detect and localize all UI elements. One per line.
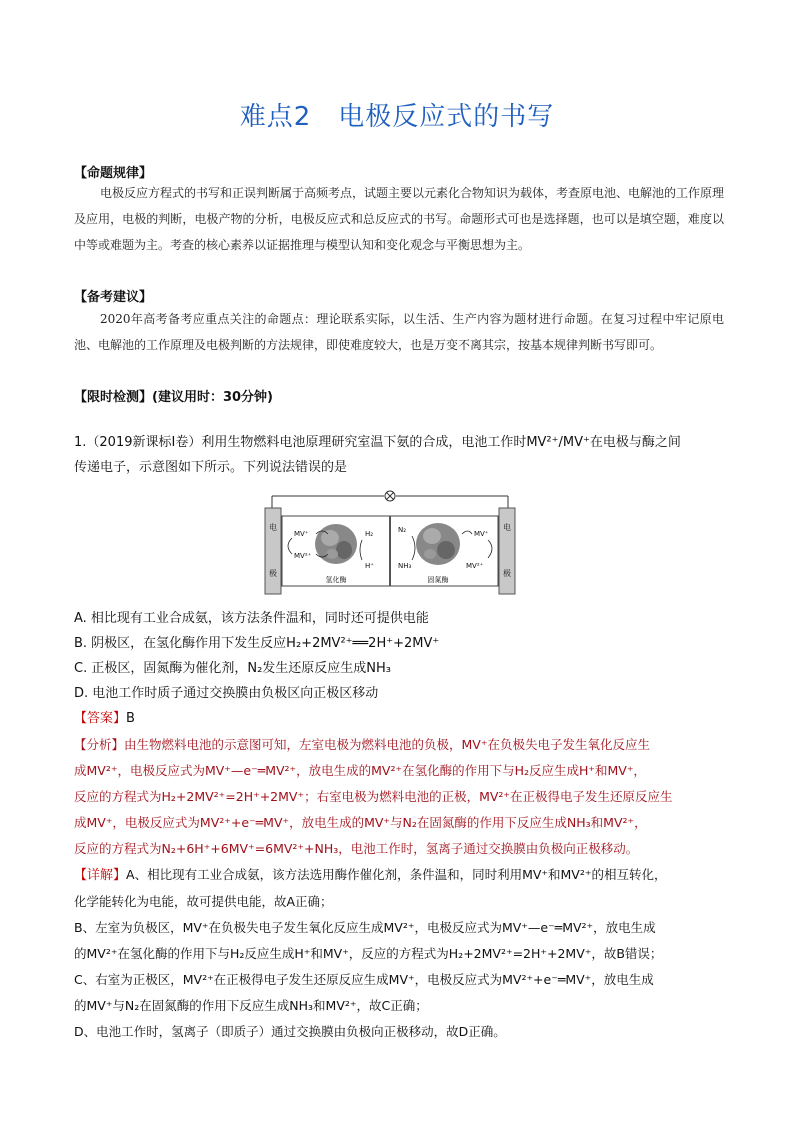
left-electrode-label-1: 电 — [269, 523, 277, 532]
option-b: B. 阴极区，在氢化酶作用下发生反应H₂+2MV²⁺══2H⁺+2MV⁺ — [74, 636, 440, 651]
analysis-line-5: 反应的方程式为N₂+6H⁺+6MV⁺=6MV²⁺+NH₃，电池工作时，氢离子通过交换膜由负极向正极移动。 — [74, 841, 639, 856]
fuel-cell-diagram — [262, 488, 518, 596]
detail-line-4: 的MV²⁺在氢化酶的作用下与H₂反应生成H⁺和MV⁺，反应的方程式为H₂+2MV²⁺=2H⁺+2MV⁺，故B错误； — [74, 946, 663, 961]
detail-heading: 【详解】 — [74, 868, 127, 883]
page-title: 难点2 电极反应式的书写 — [239, 102, 555, 132]
advice-paragraph: 2020年高考备考应重点关注的命题点：理论联系实际，以生活、生产内容为题材进行命题。在复习过程中牢记原电池、电解池的工作原理及电极判断的方法规律，即使难度较大，也是万变不离其宗，按基本规律判断书写即可。 — [74, 312, 724, 352]
option-c: C. 正极区，固氮酶为催化剂，N₂发生还原反应生成NH₃ — [74, 661, 391, 676]
mv-plus-right: MV⁺ — [474, 530, 489, 538]
right-electrode — [499, 508, 515, 594]
analysis-line-2: 成MV²⁺，电极反应式为MV⁺—e⁻═MV²⁺，放电生成的MV²⁺在氢化酶的作用下与H₂反应生成H⁺和MV⁺， — [74, 763, 646, 778]
analysis-line-4: 成MV⁺，电极反应式为MV²⁺+e⁻═MV⁺，放电生成的MV⁺与N₂在固氮酶的作用下反应生成NH₃和MV²⁺， — [74, 815, 647, 830]
right-electrode-label-2: 极 — [503, 569, 511, 578]
mv-2plus-left: MV²⁺ — [294, 552, 312, 560]
detail-line-1: 【详解】A、相比现有工业合成氨，该方法选用酶作催化剂，条件温和，同时利用MV⁺和MV²⁺的相互转化， — [74, 867, 667, 883]
h2-label: H₂ — [365, 530, 374, 538]
advice-heading: 【备考建议】 — [74, 290, 153, 305]
option-d: D. 电池工作时质子通过交换膜由负极区向正极区移动 — [74, 686, 379, 701]
mv-2plus-right: MV²⁺ — [466, 562, 484, 570]
detail-line-3: B、左室为负极区，MV⁺在负极失电子发生氧化反应生成MV²⁺，电极反应式为MV⁺—e⁻═MV²⁺，放电生成 — [74, 920, 656, 935]
detail-line-7: D、电池工作时，氢离子（即质子）通过交换膜由负极向正极移动，故D正确。 — [74, 1024, 506, 1039]
question-stem — [74, 430, 724, 480]
n2-label: N₂ — [398, 526, 407, 534]
answer-heading: 【答案】 — [74, 711, 127, 726]
right-electrode-label-1: 电 — [503, 523, 511, 532]
mv-plus-left: MV⁺ — [294, 530, 309, 538]
answer-line — [74, 706, 726, 732]
rule-paragraph: 电极反应方程式的书写和正误判断属于高频考点，试题主要以元素化合物知识为载体，考查原电池、电解池的工作原理及应用，电极的判断，电极产物的分析，电极反应式和总反应式的书写。命题形式可也是选择题，也可以是填空题，难度以中等或难题为主。考查的核心素养以证据推理与模型认知和变化观念与平衡思想为主。 — [74, 186, 725, 252]
detail-line-5: C、右室为正极区，MV²⁺在正极得电子发生还原反应生成MV⁺，电极反应式为MV²⁺+e⁻═MV⁺，放电生成 — [74, 972, 654, 987]
detail-block — [74, 862, 726, 1045]
detail-line-2: 化学能转化为电能，故可提供电能，故A正确； — [74, 894, 333, 909]
question-stem-line-2: 传递电子，示意图如下所示。下列说法错误的是 — [74, 460, 348, 475]
nitrogenase-label: 固氮酶 — [427, 576, 449, 584]
left-electrode-label-2: 极 — [269, 569, 277, 578]
answer-value: B — [126, 711, 135, 726]
rule-heading: 【命题规律】 — [74, 166, 153, 181]
h-plus-label: H⁺ — [365, 562, 374, 570]
analysis-line-3: 反应的方程式为H₂+2MV²⁺=2H⁺+2MV⁺；右室电极为燃料电池的正极，MV²⁺在正极得电子发生还原反应生 — [74, 789, 673, 804]
test-heading: 【限时检测】(建议用时：30分钟) — [74, 390, 273, 405]
question-stem-line-1: 1.（2019新课标Ⅰ卷）利用生物燃料电池原理研究室温下氨的合成，电池工作时MV²⁺/MV⁺在电极与酶之间 — [74, 435, 681, 450]
analysis-heading: 【分析】 — [74, 737, 125, 752]
left-electrode — [265, 508, 281, 594]
option-a: A. 相比现有工业合成氨，该方法条件温和，同时还可提供电能 — [74, 611, 429, 626]
hydrogenase-enzyme-icon — [315, 524, 357, 564]
nh3-label: NH₃ — [398, 562, 412, 570]
analysis-line-1: 【分析】由生物燃料电池的示意图可知，左室电极为燃料电池的负极，MV⁺在负极失电子发生氧化反应生 — [74, 737, 650, 752]
analysis-block — [74, 732, 726, 862]
nitrogenase-enzyme-icon — [416, 523, 460, 565]
hydrogenase-label: 氢化酶 — [325, 576, 347, 584]
detail-line-6: 的MV⁺与N₂在固氮酶的作用下反应生成NH₃和MV²⁺，故C正确； — [74, 998, 428, 1013]
